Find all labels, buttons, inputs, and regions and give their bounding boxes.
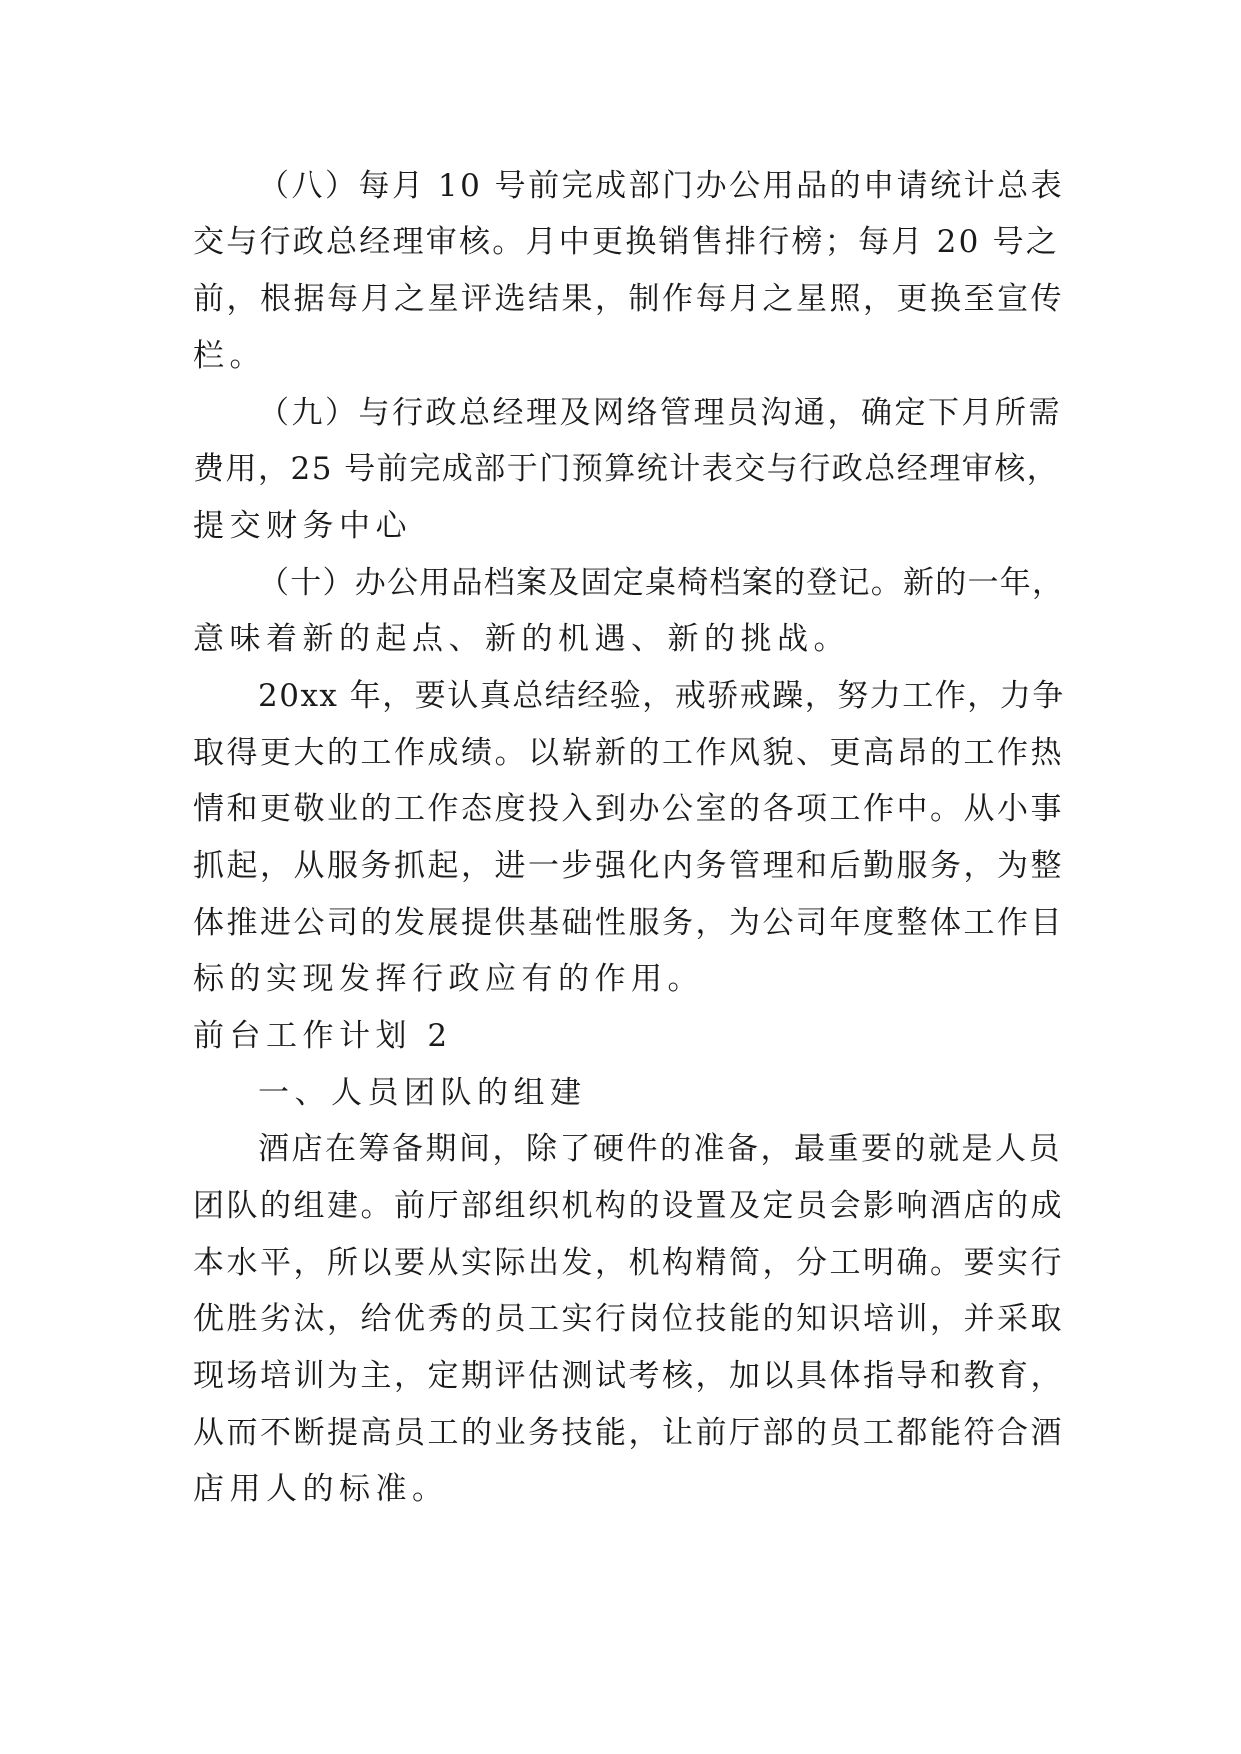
text-line: 抓起，从服务抓起，进一步强化内务管理和后勤服务，为整 bbox=[193, 848, 1064, 884]
text-line: 标的实现发挥行政应有的作用。 bbox=[193, 961, 704, 997]
text-line: 现场培训为主，定期评估测试考核，加以具体指导和教育， bbox=[193, 1358, 1064, 1394]
text-line: 优胜劣汰，给优秀的员工实行岗位技能的知识培训，并采取 bbox=[193, 1301, 1064, 1337]
text-line: 费用，25 号前完成部于门预算统计表交与行政总经理审核， bbox=[193, 451, 1060, 487]
text-line: 情和更敬业的工作态度投入到办公室的各项工作中。从小事 bbox=[193, 791, 1064, 827]
text-line: 提交财务中心 bbox=[193, 508, 412, 544]
text-line: 取得更大的工作成绩。以崭新的工作风貌、更高昂的工作热 bbox=[193, 735, 1064, 771]
text-line: 店用人的标准。 bbox=[193, 1471, 449, 1507]
text-line: 本水平，所以要从实际出发，机构精简，分工明确。要实行 bbox=[193, 1245, 1064, 1281]
section-heading: 前台工作计划 2 bbox=[193, 1018, 453, 1054]
text-line: 酒店在筹备期间，除了硬件的准备，最重要的就是人员 bbox=[258, 1131, 1062, 1167]
text-line: 体推进公司的发展提供基础性服务，为公司年度整体工作目 bbox=[193, 905, 1064, 941]
text-line: 意味着新的起点、新的机遇、新的挑战。 bbox=[193, 621, 850, 657]
text-line: 栏。 bbox=[193, 338, 266, 374]
subsection-heading: 一、人员团队的组建 bbox=[258, 1075, 587, 1111]
text-line: （九）与行政总经理及网络管理员沟通，确定下月所需 bbox=[258, 395, 1062, 431]
text-line: 前，根据每月之星评选结果，制作每月之星照，更换至宣传 bbox=[193, 281, 1064, 317]
text-line: （八）每月 10 号前完成部门办公用品的申请统计总表 bbox=[258, 168, 1065, 204]
text-line: 从而不断提高员工的业务技能，让前厅部的员工都能符合酒 bbox=[193, 1415, 1064, 1451]
text-line: 20xx 年，要认真总结经验，戒骄戒躁，努力工作，力争 bbox=[258, 678, 1065, 714]
text-line: （十）办公用品档案及固定桌椅档案的登记。新的一年， bbox=[258, 565, 1065, 601]
text-line: 团队的组建。前厅部组织机构的设置及定员会影响酒店的成 bbox=[193, 1188, 1064, 1224]
text-line: 交与行政总经理审核。月中更换销售排行榜；每月 20 号之 bbox=[193, 224, 1060, 260]
